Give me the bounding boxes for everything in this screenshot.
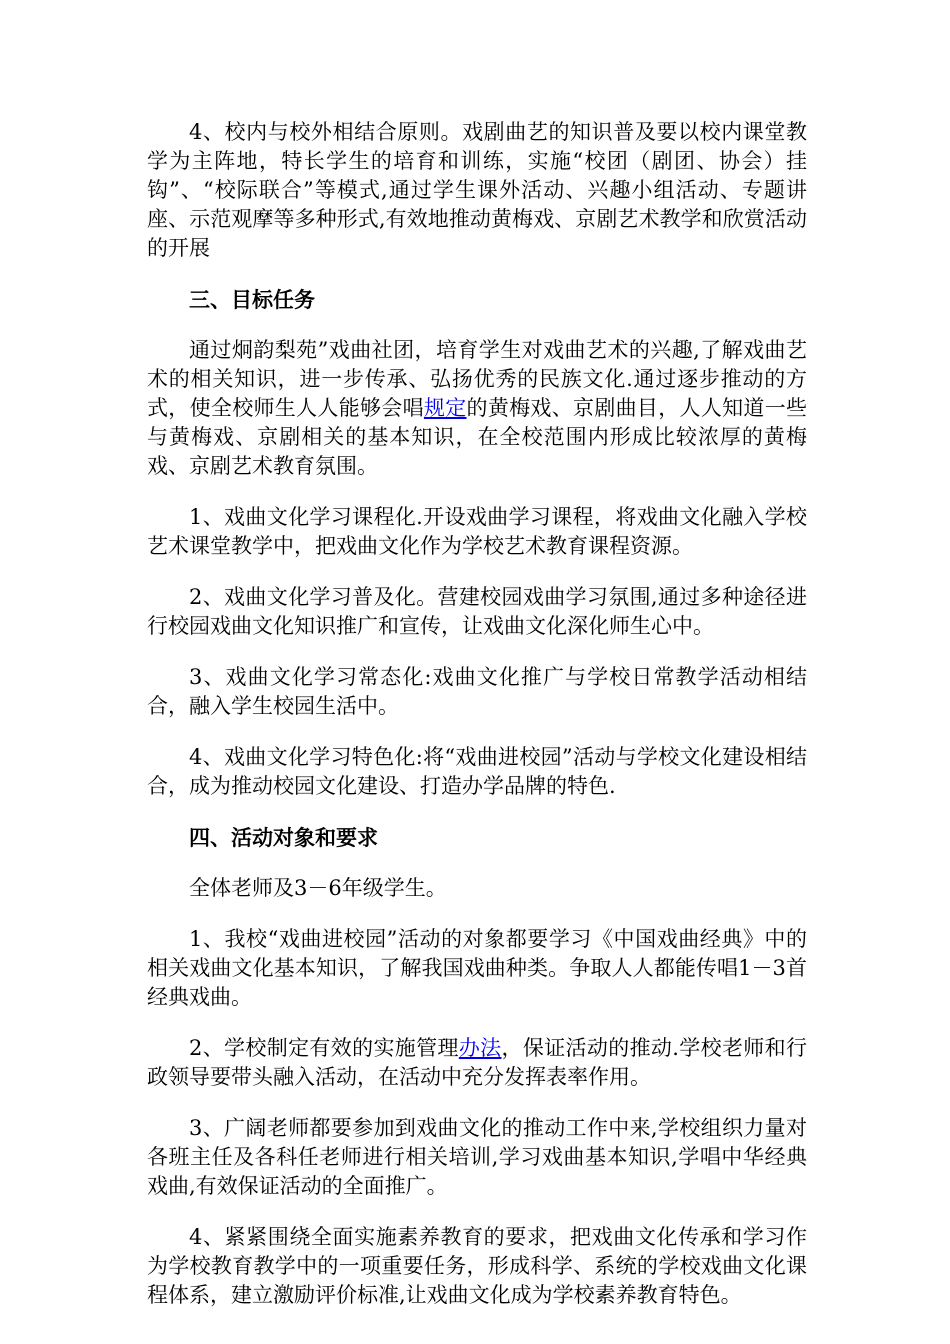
paragraph-requirement-3: 3、广阔老师都要参加到戏曲文化的推动工作中来,学校组织力量对各班主任及各科任老师进行相关培训,学习戏曲基本知识,学唱中华经典戏曲,有效保证活动的全面推广。	[147, 1116, 807, 1198]
document-body	[147, 118, 807, 1332]
requirement-2-text-start: 2、学校制定有效的实施管理	[189, 1036, 459, 1060]
requirement-2-text-end: ，保证活动的推动.学校老师和行政领导要带头融入活动，在活动中充分发挥表率作用。	[147, 1036, 807, 1089]
goals-intro-text-start: 通过炯韵梨苑”戏曲社团，培育学生对戏曲艺术的兴趣,了解戏曲艺术的相关知识，进一步传承、弘扬优秀的民族文化.通过逐步推动的方式，使全校师生人人能够会唱	[147, 338, 807, 420]
heading-participants-requirements: 四、活动对象和要求	[189, 825, 378, 850]
link-methods[interactable]: 办法	[458, 1036, 502, 1060]
paragraph-requirement-4: 4、紧紧围绕全面实施素养教育的要求，把戏曲文化传承和学习作为学校教育教学中的一项重要任务，形成科学、系统的学校戏曲文化课程体系，建立激励评价标准,让戏曲文化成为学校素养教育特色。	[147, 1225, 807, 1307]
paragraph-principle-4: 4、校内与校外相结合原则。戏剧曲艺的知识普及要以校内课堂教学为主阵地，特长学生的培育和训练，实施“校团（剧团、协会）挂钩”、“校际联合”等模式,通过学生课外活动、兴趣小组活动、专题讲座、示范观摩等多种形式,有效地推动黄梅戏、京剧艺术教学和欣赏活动的开展	[147, 120, 807, 260]
paragraph-goals-intro	[147, 336, 807, 481]
paragraph-requirement-1: 1、我校“戏曲进校园”活动的对象都要学习《中国戏曲经典》中的相关戏曲文化基本知识，了解我国戏曲种类。争取人人都能传唱1－3首经典戏曲。	[147, 927, 807, 1009]
link-guiding-rules[interactable]: 规定	[423, 396, 467, 420]
paragraph-participants: 全体老师及3－6年级学生。	[189, 876, 447, 900]
goals-intro-text-end: 的黄梅戏、京剧曲目，人人知道一些与黄梅戏、京剧相关的基本知识，在全校范围内形成比较浓厚的黄梅戏、京剧艺术教育氛围。	[147, 396, 808, 478]
paragraph-goal-4: 4、戏曲文化学习特色化:将“戏曲进校园”活动与学校文化建设相结合，成为推动校园文化建设、打造办学品牌的特色.	[147, 745, 807, 798]
heading-goals: 三、目标任务	[189, 287, 315, 312]
paragraph-goal-3: 3、戏曲文化学习常态化:戏曲文化推广与学校日常教学活动相结合，融入学生校园生活中。	[147, 665, 807, 718]
paragraph-goal-1: 1、戏曲文化学习课程化.开设戏曲学习课程，将戏曲文化融入学校艺术课堂教学中，把戏曲文化作为学校艺术教育课程资源。	[147, 505, 807, 558]
paragraph-goal-2: 2、戏曲文化学习普及化。营建校园戏曲学习氛围,通过多种途径进行校园戏曲文化知识推广和宣传，让戏曲文化深化师生心中。	[147, 585, 807, 638]
paragraph-requirement-2	[147, 1034, 807, 1092]
